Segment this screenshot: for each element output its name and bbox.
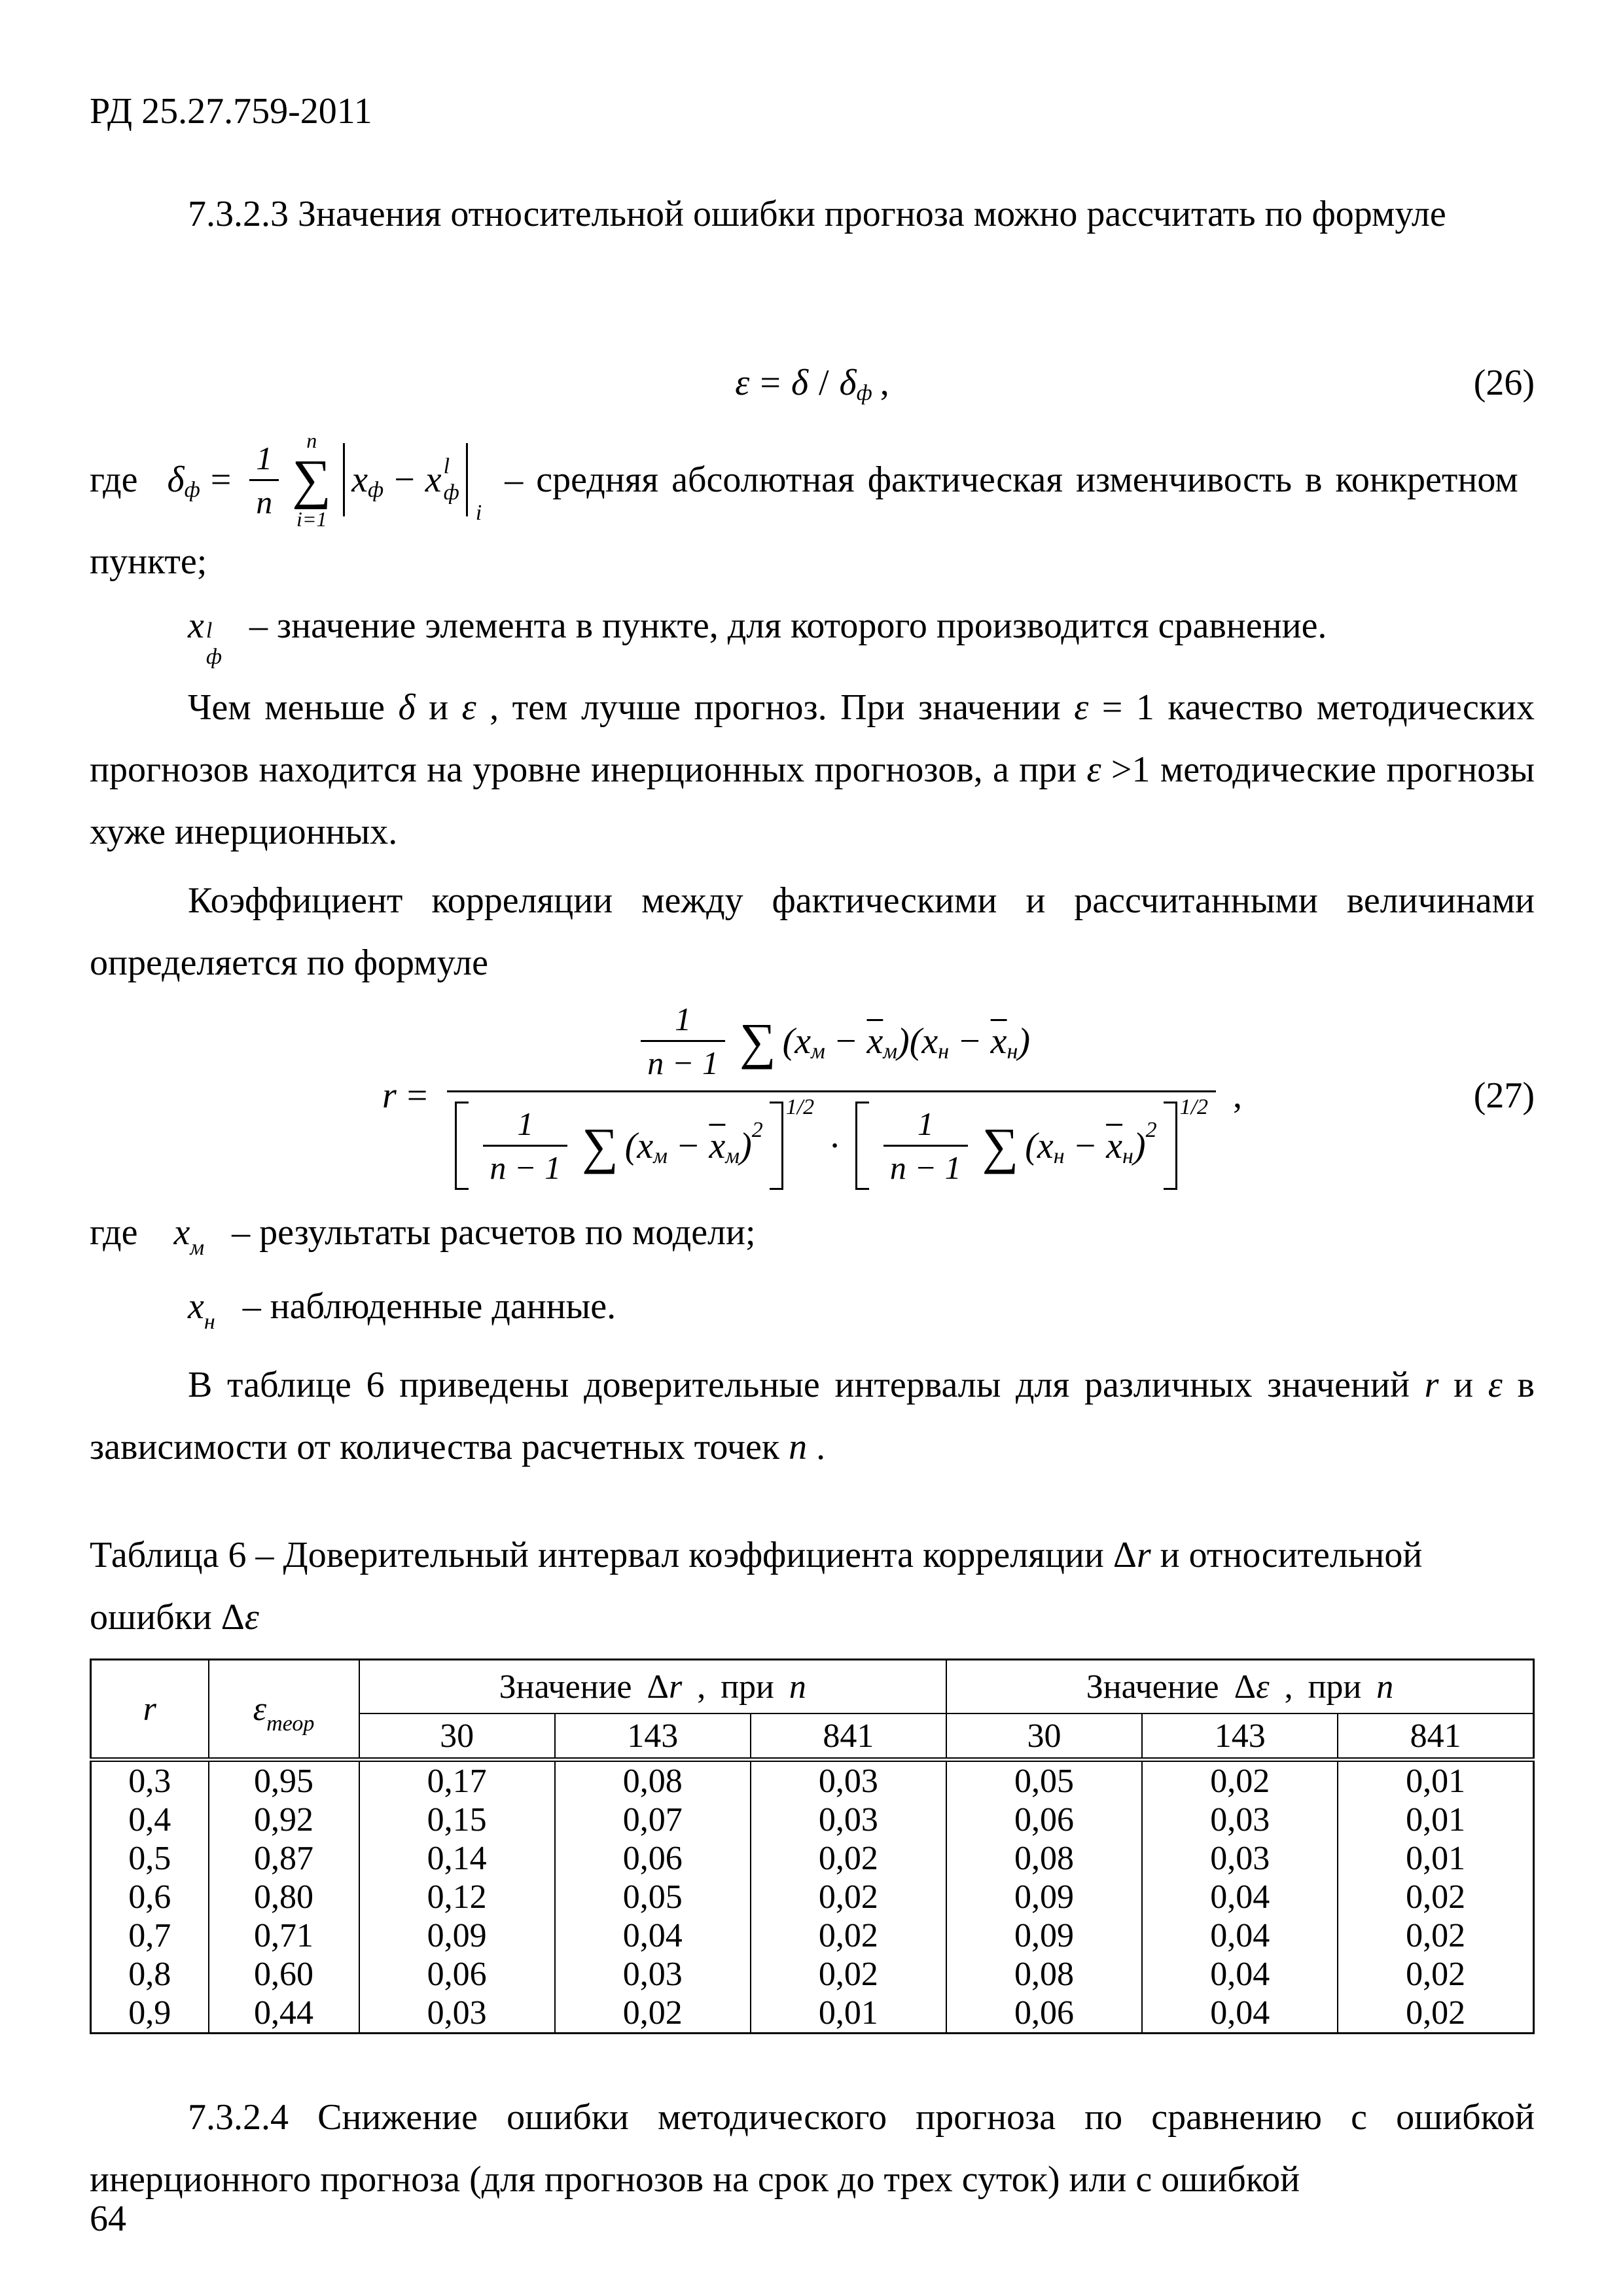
table-cell: 0,03 xyxy=(359,1994,555,2034)
n-value-header: 143 xyxy=(555,1713,751,1760)
table-cell: 0,04 xyxy=(555,1916,751,1955)
table-cell: 0,80 xyxy=(209,1878,359,1916)
n-value-header: 841 xyxy=(1338,1713,1533,1760)
subscript-f: ф xyxy=(368,478,384,502)
text-run: . xyxy=(807,1427,826,1467)
text-run: , тем лучше прогноз. При значении xyxy=(476,687,1075,728)
n-symbol: n xyxy=(789,1668,806,1706)
bracket-group xyxy=(455,1095,815,1190)
subscript-m: м xyxy=(883,1039,898,1064)
abs-bar xyxy=(343,443,345,516)
fraction-numerator: 1 xyxy=(256,439,273,476)
xm-definition-text: – результаты расчетов по модели; xyxy=(232,1212,756,1253)
equals-sign: = xyxy=(760,363,781,403)
table-row xyxy=(91,1955,1534,1994)
sum-upper-limit: n xyxy=(306,429,317,452)
formula-delta-phi xyxy=(168,429,482,531)
r-symbol: r xyxy=(143,1690,156,1728)
x-symbol: x xyxy=(425,459,442,500)
table-cell: 0,92 xyxy=(209,1801,359,1839)
x-symbol: x xyxy=(188,605,204,646)
table-cell: 0,02 xyxy=(1338,1994,1533,2034)
table-cell: 0,02 xyxy=(555,1994,751,2034)
delta-symbol: δ xyxy=(839,363,857,403)
table-cell: 0,05 xyxy=(555,1878,751,1916)
superscript-l: l xyxy=(205,619,213,643)
table-cell: 0,02 xyxy=(1142,1760,1338,1801)
table-cell: 0,09 xyxy=(946,1916,1142,1955)
text-run: Значение xyxy=(499,1668,647,1706)
table-cell: 0,06 xyxy=(359,1955,555,1994)
table-cell: 0,7 xyxy=(91,1916,209,1955)
subscript-f: ф xyxy=(856,381,872,405)
table-header-row-1 xyxy=(91,1660,1534,1714)
epsilon-symbol: ε xyxy=(1488,1365,1503,1405)
caption-text: ошибки xyxy=(90,1597,221,1638)
epsilon-symbol: ε xyxy=(735,363,750,403)
epsilon-symbol: ε xyxy=(461,687,476,728)
fraction-numerator: 1 xyxy=(917,1105,934,1142)
subscript-m: м xyxy=(725,1143,740,1168)
r-symbol: r xyxy=(1136,1535,1151,1575)
subscript-n: н xyxy=(204,1310,215,1334)
sum-symbol: ∑ xyxy=(582,1117,618,1174)
epsilon-symbol: ε xyxy=(1256,1668,1270,1706)
r-symbol: r xyxy=(668,1668,683,1706)
text-run: и xyxy=(415,687,462,728)
subscript-teor: теор xyxy=(266,1711,315,1736)
table-cell: 0,3 xyxy=(91,1760,209,1801)
table-cell: 0,03 xyxy=(751,1760,946,1801)
close-paren: ) xyxy=(1018,1020,1031,1062)
x-bar-symbol: $\overline{x}$ xyxy=(709,1125,726,1166)
table-cell: 0,06 xyxy=(946,1994,1142,2034)
equals-sign: = xyxy=(210,459,232,500)
col-header-r xyxy=(91,1660,209,1760)
table-cell: 0,6 xyxy=(91,1878,209,1916)
table-cell: 0,02 xyxy=(1338,1955,1533,1994)
table-cell: 0,08 xyxy=(946,1955,1142,1994)
n-value-header: 841 xyxy=(751,1713,946,1760)
exponent-2: 2 xyxy=(751,1117,763,1142)
para-xf-definition xyxy=(90,593,1535,670)
bracket-content xyxy=(876,1102,1157,1190)
table-cell: 0,06 xyxy=(555,1839,751,1878)
formula-27 xyxy=(90,1001,1535,1190)
subscript-n: н xyxy=(938,1039,950,1064)
subscript-m: м xyxy=(190,1236,205,1260)
table-cell: 0,09 xyxy=(946,1878,1142,1916)
where-word: где xyxy=(90,1212,138,1253)
para-punkte xyxy=(90,531,1535,593)
comma: , xyxy=(1233,1075,1243,1116)
fraction xyxy=(483,1105,567,1186)
delta-symbol: δ xyxy=(791,363,808,403)
close-paren: ) xyxy=(1133,1125,1146,1166)
epsilon-symbol: ε xyxy=(1074,687,1089,728)
where-delta-text: – средняя абсолютная фактическая изменчивость в конкретном xyxy=(505,459,1518,500)
fraction xyxy=(883,1105,968,1186)
superscript-l: l xyxy=(443,454,450,478)
fraction-denominator: n − 1 xyxy=(883,1145,968,1186)
subscript-m: м xyxy=(653,1143,668,1168)
table-cell: 0,01 xyxy=(1338,1839,1533,1878)
xf-definition-text: – значение элемента в пункте, для которого производится сравнение. xyxy=(249,605,1327,646)
table-cell: 0,44 xyxy=(209,1994,359,2034)
formula-26-number: (26) xyxy=(1473,363,1535,403)
exponent-2: 2 xyxy=(1145,1117,1157,1142)
table-cell: 0,01 xyxy=(1338,1760,1533,1801)
bracket-left xyxy=(455,1102,469,1190)
bracket-content xyxy=(475,1102,762,1190)
table-cell: 0,06 xyxy=(946,1801,1142,1839)
text-run: в зависимости от количества расчетных точек xyxy=(90,1365,1535,1467)
para-xn-definition xyxy=(90,1274,1535,1344)
bracket-right xyxy=(1164,1102,1177,1190)
formula-27-number: (27) xyxy=(1473,1075,1535,1116)
col-group-delta-r xyxy=(359,1660,946,1714)
para-7-3-2-3 xyxy=(90,183,1535,245)
comma: , xyxy=(880,363,889,403)
open-paren-x: (x xyxy=(782,1020,812,1062)
table-cell: 0,5 xyxy=(91,1839,209,1878)
where-word: где xyxy=(90,459,138,500)
r-symbol: r xyxy=(382,1075,397,1116)
subscript-n: н xyxy=(1053,1143,1065,1168)
subscript-n: н xyxy=(1122,1143,1133,1168)
formula-27-body xyxy=(382,1001,1242,1190)
x-symbol: x xyxy=(188,1286,204,1327)
table-cell: 0,01 xyxy=(1338,1801,1533,1839)
fraction-denominator: n − 1 xyxy=(483,1145,567,1186)
text-run: Чем меньше xyxy=(188,687,399,728)
para-table-intro xyxy=(90,1354,1535,1479)
table-cell: 0,8 xyxy=(91,1955,209,1994)
delta-upper-symbol: Δ xyxy=(1234,1668,1257,1706)
table-cell: 0,71 xyxy=(209,1916,359,1955)
text-run: , при xyxy=(1269,1668,1377,1706)
minus-sign: − xyxy=(959,1020,980,1062)
table-row xyxy=(91,1839,1534,1878)
epsilon-symbol: ε xyxy=(244,1597,259,1638)
table-cell: 0,07 xyxy=(555,1801,751,1839)
minus-sign: − xyxy=(677,1125,699,1166)
text-run: и xyxy=(1438,1365,1488,1405)
open-paren-x: (x xyxy=(1025,1125,1054,1166)
big-fraction-denominator xyxy=(447,1090,1216,1190)
abs-bar xyxy=(466,443,468,516)
table-cell: 0,05 xyxy=(946,1760,1142,1801)
subscript-f: ф xyxy=(205,645,222,669)
sup-sub-stack xyxy=(206,618,222,670)
x-bar-symbol: $\overline{x}$ xyxy=(866,1020,883,1062)
sup-sub-stack xyxy=(444,454,459,506)
subscript-m: м xyxy=(811,1039,825,1064)
fraction-numerator: 1 xyxy=(675,1001,692,1037)
where-delta-definition xyxy=(90,429,1535,531)
xn-definition-text: – наблюденные данные. xyxy=(242,1286,616,1327)
formula-26 xyxy=(90,350,1535,416)
table-cell: 0,02 xyxy=(751,1878,946,1916)
table-cell: 0,03 xyxy=(751,1801,946,1839)
text-run: Коэффициент корреляции между фактическими и рассчитанными величинами определяется по формуле xyxy=(90,880,1535,983)
caption-text: и относительной xyxy=(1150,1535,1423,1575)
close-paren: ) xyxy=(897,1020,910,1062)
para-7-3-2-3-text: 7.3.2.3 Значения относительной ошибки прогноза можно рассчитать по формуле xyxy=(188,194,1446,234)
col-group-delta-eps xyxy=(946,1660,1534,1714)
bracket-right xyxy=(770,1102,783,1190)
table-cell: 0,4 xyxy=(91,1801,209,1839)
sum-symbol: ∑ xyxy=(740,1012,776,1069)
table-row xyxy=(91,1878,1534,1916)
table-cell: 0,04 xyxy=(1142,1878,1338,1916)
open-paren-x: (x xyxy=(624,1125,654,1166)
table-cell: 0,15 xyxy=(359,1801,555,1839)
n-value-header: 30 xyxy=(946,1713,1142,1760)
fraction-numerator: 1 xyxy=(517,1105,534,1142)
slash-sign: / xyxy=(818,363,829,403)
minus-sign: − xyxy=(1075,1125,1096,1166)
sum-lower-limit: i=1 xyxy=(296,507,327,531)
minus-sign: − xyxy=(835,1020,857,1062)
table-cell: 0,03 xyxy=(1142,1839,1338,1878)
x-bar-symbol: $\overline{x}$ xyxy=(990,1020,1007,1062)
text-run: 7.3.2.4 Снижение ошибки методического прогноза по сравнению с ошибкой инерционного прогноза (для прогнозов на срок до трех суток) или с ошибкой xyxy=(90,2097,1535,2200)
table-cell: 0,02 xyxy=(1338,1878,1533,1916)
table-cell: 0,9 xyxy=(91,1994,209,2034)
n-symbol: n xyxy=(789,1427,808,1467)
text-run: , при xyxy=(682,1668,789,1706)
delta-upper-symbol: Δ xyxy=(221,1597,245,1638)
table-cell: 0,04 xyxy=(1142,1916,1338,1955)
delta-symbol: δ xyxy=(167,459,185,500)
table-row xyxy=(91,1801,1534,1839)
n-symbol: n xyxy=(1376,1668,1394,1706)
text-run: В таблице 6 приведены доверительные интервалы для различных значений xyxy=(188,1365,1425,1405)
table-cell: 0,03 xyxy=(555,1955,751,1994)
close-paren: ) xyxy=(740,1125,752,1166)
text-run: >1 методические прогнозы хуже инерционных. xyxy=(90,749,1535,852)
x-bar-symbol: $\overline{x}$ xyxy=(1106,1125,1123,1166)
subscript-f: ф xyxy=(184,478,200,502)
delta-upper-symbol: Δ xyxy=(1113,1535,1137,1575)
para-xm-definition xyxy=(90,1200,1535,1270)
table-cell: 0,08 xyxy=(946,1839,1142,1878)
table-cell: 0,02 xyxy=(1338,1916,1533,1955)
table-row xyxy=(91,1994,1534,2034)
table-cell: 0,12 xyxy=(359,1878,555,1916)
big-fraction-numerator xyxy=(603,1001,1060,1090)
index-i: i xyxy=(475,501,482,525)
table-cell: 0,95 xyxy=(209,1760,359,1801)
table-cell: 0,09 xyxy=(359,1916,555,1955)
table-cell: 0,02 xyxy=(751,1839,946,1878)
table-cell: 0,14 xyxy=(359,1839,555,1878)
table-cell: 0,01 xyxy=(751,1994,946,2034)
exponent-half: 1/2 xyxy=(1179,1095,1209,1119)
table-cell: 0,04 xyxy=(1142,1994,1338,2034)
table-row xyxy=(91,1916,1534,1955)
table-cell: 0,08 xyxy=(555,1760,751,1801)
para-correlation-intro xyxy=(90,870,1535,994)
caption-text: Таблица 6 – Доверительный интервал коэффициента корреляции xyxy=(90,1535,1113,1575)
table-cell: 0,02 xyxy=(751,1955,946,1994)
para-punkte-text: пункте; xyxy=(90,541,207,582)
doc-code-header: РД 25.27.759-2011 xyxy=(90,91,372,132)
fraction xyxy=(641,1001,725,1081)
para-7-3-2-4 xyxy=(90,2087,1535,2211)
equals-sign: = xyxy=(406,1075,428,1116)
epsilon-symbol: ε xyxy=(253,1690,267,1728)
big-fraction xyxy=(447,1001,1216,1190)
bracket-group xyxy=(855,1095,1209,1190)
x-symbol: x xyxy=(173,1212,190,1253)
subscript-n: н xyxy=(1007,1039,1018,1064)
r-symbol: r xyxy=(1424,1365,1439,1405)
table-cell: 0,03 xyxy=(1142,1801,1338,1839)
open-paren-x: (x xyxy=(909,1020,938,1062)
fraction-denominator: n xyxy=(249,479,279,520)
table-cell: 0,04 xyxy=(1142,1955,1338,1994)
table-cell: 0,87 xyxy=(209,1839,359,1878)
fraction xyxy=(249,440,279,520)
table-head xyxy=(91,1660,1534,1760)
table-cell: 0,17 xyxy=(359,1760,555,1801)
sum-symbol: ∑ xyxy=(292,449,332,510)
delta-symbol: δ xyxy=(398,687,416,728)
col-header-eps-teor xyxy=(209,1660,359,1760)
x-symbol: x xyxy=(351,459,368,500)
multiply-dot: · xyxy=(829,1125,841,1166)
page-number: 64 xyxy=(90,2198,126,2239)
table-6 xyxy=(90,1659,1535,2034)
sum-with-limits xyxy=(292,429,331,531)
bracket-left xyxy=(855,1102,869,1190)
n-value-header: 143 xyxy=(1142,1713,1338,1760)
sum-symbol: ∑ xyxy=(982,1117,1019,1174)
formula-26-body xyxy=(735,362,889,404)
table-cell: 0,60 xyxy=(209,1955,359,1994)
table-body xyxy=(91,1760,1534,2034)
n-value-header: 30 xyxy=(359,1713,555,1760)
exponent-half: 1/2 xyxy=(785,1095,815,1119)
delta-upper-symbol: Δ xyxy=(647,1668,669,1706)
epsilon-symbol: ε xyxy=(1086,749,1101,790)
table-cell: 0,02 xyxy=(751,1916,946,1955)
table-row xyxy=(91,1760,1534,1801)
text-run: = 1 качество методических прогнозов находится на уровне инерционных прогнозов, а при xyxy=(90,687,1535,790)
text-run: Значение xyxy=(1086,1668,1234,1706)
table-caption xyxy=(90,1524,1535,1649)
subscript-f: ф xyxy=(443,480,459,505)
fraction-denominator: n − 1 xyxy=(641,1040,725,1081)
para-quality xyxy=(90,677,1535,863)
minus-sign: − xyxy=(394,459,415,500)
